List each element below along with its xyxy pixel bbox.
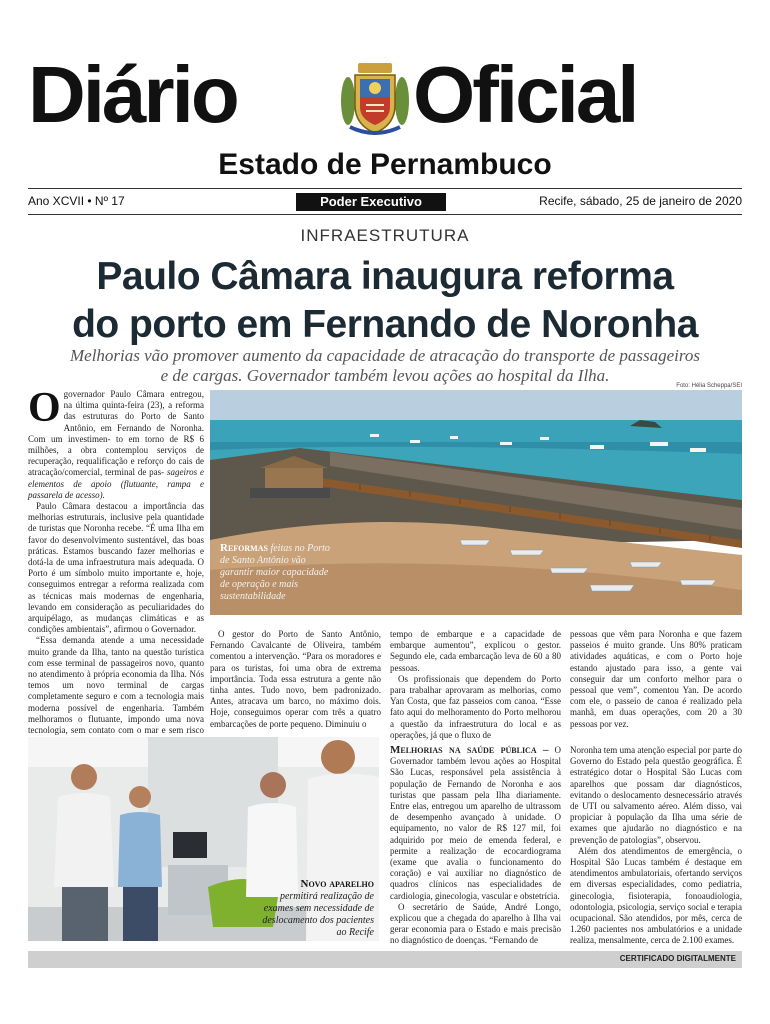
masthead-rule-top: [28, 188, 742, 189]
paragraph-intro: O governador Paulo Câmara entregou, na última quinta-feira (23), a reforma das estruturas do Porto de Santo Antônio, em Fernando de Noronha. Com um investimen- to em torno de R$ 6 milhões, a obra contemplou serviços de recuperação, requalificação e reforço do cais de atracação/comercial, terminal de pas- sageiros e elementos de apoio (flutuante, rampa e passarela de acesso).: [28, 385, 205, 500]
branch-label: Poder Executivo: [296, 193, 446, 211]
hospital-photo-caption-text: permitirá realização de exames sem necessidade de deslocamento dos pacientes ao Recife: [262, 891, 374, 938]
digital-certificate-label: CERTIFICADO DIGITALMENTE: [619, 954, 736, 963]
paragraph: Noronha tem uma atenção especial por parte do Governo do Estado pela questão geográfica. É estratégico dotar o Hospital São Lucas com aparelhos que possam dar diagnósticos, evitando o deslocamento desnecessário através de UTI ou salvamento aéreo. Além disso, vai propiciar à população da Ilha uma série de exames que ajudarão no diagnóstico e na prevenção de patologias”, observou.: [570, 745, 742, 845]
paragraph: Melhorias na saúde pública – O Governador também levou ações ao Hospital São Lucas, responsável pela assistência à população de Fernando de Noronha e aos turistas que passam pela Ilha diariamente. Entre elas, entregou um aparelho de ultrassom de desempenho avançado à unidade. O equipamento, no valor de R$ 127 mil, foi adquirido por meio de emenda federal, e permite a realização de ecocardiograma (exame que avalia o funcionamento do coração) e vai auxiliar no diagnóstico de quadros clínicos nas especialidades de cardiologia, ginecologia, vascular e obstetrícia.: [390, 744, 562, 901]
paragraph: O gestor do Porto de Santo Antônio, Fernando Cavalcante de Oliveira, também comentou a intervenção. “Para os moradores e para os turistas, foi uma obra de extrema importância. Toda essa estrutura a gente não tinha antes. Tudo novo, bem padronizado. Antes, atracava um barco, no máximo dois. Hoje, conseguimos operar com três a quatro embarcações de porte pequeno. Diminuiu o: [210, 629, 381, 729]
article-column-6: [570, 745, 742, 947]
headline-line-1: Paulo Câmara inaugura reforma: [96, 255, 674, 298]
article-column-4: [570, 629, 742, 730]
article-column-2: [210, 629, 381, 730]
footer-bar: [28, 951, 742, 968]
deck: [40, 346, 730, 386]
headline-line-2: do porto em Fernando de Noronha: [72, 303, 698, 346]
deck-line-1: Melhorias vão promover aumento da capacidade de atracação do transporte de passageiros: [69, 346, 700, 365]
hospital-photo-caption: [262, 878, 374, 939]
port-photo-caption-text: feitas no Porto de Santo Antônio vão garantir maior capacidade de operação e mais sustentabilidade: [220, 543, 330, 602]
paragraph: Paulo Câmara destacou a importância das melhorias estruturais, inclusive pela quantidade de turistas que Noronha recebe. “É uma Ilha em favor do desenvolvimento sustentável, das boas práticas. Estamos buscando fazer melhorias e dotá-la de uma infraestrutura mais adequada. O Porto é um símbolo muito importante e, hoje, conseguimos entregar a reforma realizada com as técnicas mais modernas de engenharia, levando em consideração as peculiaridades do arquipélago, as mudanças climáticas e as condições ambientais”, afirmou o Governador.: [28, 501, 204, 635]
paragraph: Além dos atendimentos de emergência, o Hospital São Lucas também é destaque em atendimentos ambulatoriais, ofertando serviços em diversas especialidades, como pediatria, ginecologia, fisioterapia, fonoaudiologia, odontologia, psicologia, serviço social e terapia ocupacional. São atendidos, por mês, cerca de 1.260 pacientes nos ambulatórios e a unidade realiza, mensalmente, cerca de 2.100 exames.: [570, 845, 742, 946]
port-photo-caption: [220, 542, 330, 603]
publication-date: Recife, sábado, 25 de janeiro de 2020: [539, 194, 742, 208]
article-column-1: [28, 385, 205, 759]
masthead-title-left: Diário: [28, 50, 237, 139]
photo-credit: Foto: Hélia Scheppa/SEI: [676, 383, 742, 389]
deck-line-2: e de cargas. Governador também levou ações ao hospital da Ilha.: [160, 366, 610, 385]
port-photo-caption-title: Reformas: [220, 542, 268, 554]
hospital-photo-caption-title: Novo aparelho: [300, 878, 374, 890]
paragraph: Os profissionais que dependem do Porto para trabalhar aprovaram as melhorias, como Yan Costa, que faz passeios com canoa. “Esse fato aqui do melhoramento do Porto melhorou a questão da infraestrutura do local e as operações, já que o fluxo de: [390, 673, 561, 740]
article-column-3: [390, 629, 561, 741]
paragraph: “Essa demanda atende a uma necessidade muito grande da Ilha, tanto na questão turística com esse terminal de passageiros novo, quanto no atendimento à própria economia da Ilha. Nós temos um novo terminal de cargas completamente seguro e com a tecnologia mais moderna possível de engenharia. Também melhoramos o flutuante, impondo uma nova tecnologia, sem contato com o mar e sem risco: [28, 635, 204, 736]
section-label: INFRAESTRUTURA: [300, 226, 470, 245]
masthead-subtitle: Estado de Pernambuco: [218, 148, 552, 181]
health-subhead: Melhorias na saúde pública –: [390, 744, 549, 756]
paragraph: O secretário de Saúde, André Longo, explicou que a chegada do aparelho à Ilha vai gerar economia para o Estado e mais precisão no diagnóstico de doenças. “Fernando de: [390, 901, 561, 946]
masthead-rule-bottom: [28, 214, 742, 215]
edition-number: Ano XCVII • Nº 17: [28, 194, 125, 208]
headline: [0, 253, 770, 349]
masthead: [0, 50, 770, 139]
paragraph: pessoas que vêm para Noronha e que fazem passeios é muito grande. Uns 80% praticam atividades aquáticas, e com o Porto hoje estando ajustado para isso, a gente vai conseguir dar um conforto melhor para o pessoal que vem”, comentou Yan. De acordo com ele, o passeio de canoa é realizado pela manhã, em duas operações, com 20 a 30 pessoas por vez.: [570, 629, 742, 729]
drop-cap: O: [28, 385, 61, 431]
masthead-title-right: Oficial: [413, 50, 637, 139]
paragraph: tempo de embarque e a capacidade de embarque aumentou”, explicou o gestor. Segundo ele, cada embarcação leva de 60 a 80 pessoas.: [390, 629, 561, 673]
article-column-5: [390, 745, 561, 947]
pernambuco-coat-of-arms-icon: [340, 61, 410, 135]
